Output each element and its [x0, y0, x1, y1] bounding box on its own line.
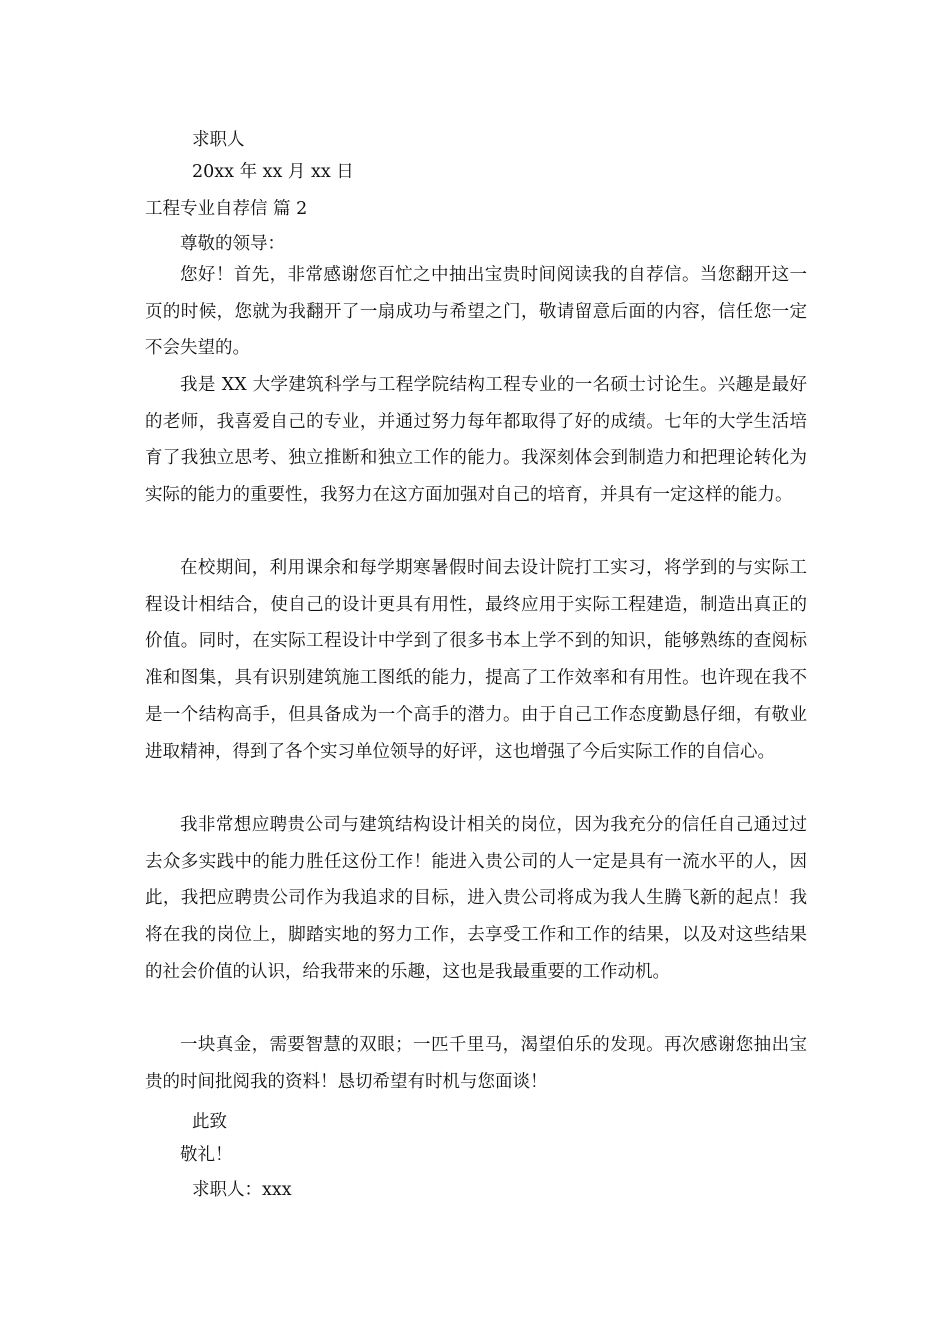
prev-signature-applicant: 求职人 — [192, 130, 245, 150]
closing-jing-li: 敬礼！ — [180, 1145, 233, 1165]
paragraph-motivation: 我非常想应聘贵公司与建筑结构设计相关的岗位，因为我充分的信任自己通过过去众多实践中的能力胜任这份工作！能进入贵公司的人一定是具有一流水平的人，因此，我把应聘贵公司作为我追求的目标，进入贵公司将成为我人生腾飞新的起点！我将在我的岗位上，脚踏实地的努力工作，去享受工作和工作的结果，以及对这些结果的社会价值的认识，给我带来的乐趣，这也是我最重要的工作动机。 — [145, 815, 807, 982]
closing-ci-zhi: 此致 — [192, 1112, 227, 1132]
signature: 求职人：xxx — [192, 1180, 292, 1200]
paragraph-introduction: 我是 XX 大学建筑科学与工程学院结构工程专业的一名硕士讨论生。兴趣是最好的老师，我喜爱自己的专业，并通过努力每年都取得了好的成绩。七年的大学生活培育了我独立思考、独立推断和独立工作的能力。我深刻体会到制造力和把理论转化为实际的能力的重要性，我努力在这方面加强对自己的培育，并具有一定这样的能力。 — [145, 375, 807, 506]
salutation: 尊敬的领导： — [180, 234, 285, 254]
paragraph-closing-remarks: 一块真金，需要智慧的双眼；一匹千里马，渴望伯乐的发现。再次感谢您抽出宝贵的时间批阅我的资料！恳切希望有时机与您面谈！ — [145, 1035, 807, 1092]
paragraph-experience: 在校期间，利用课余和每学期寒暑假时间去设计院打工实习，将学到的与实际工程设计相结合，使自己的设计更具有用性，最终应用于实际工程建造，制造出真正的价值。同时，在实际工程设计中学到了很多书本上学不到的知识，能够熟练的查阅标准和图集，具有识别建筑施工图纸的能力，提高了工作效率和有用性。也许现在我不是一个结构高手，但具备成为一个高手的潜力。由于自己工作态度勤恳仔细，有敬业进取精神，得到了各个实习单位领导的好评，这也增强了今后实际工作的自信心。 — [145, 558, 807, 762]
prev-signature-date: 20xx 年 xx 月 xx 日 — [192, 162, 354, 182]
letter-heading: 工程专业自荐信 篇 2 — [145, 199, 308, 219]
paragraph-greeting: 您好！首先，非常感谢您百忙之中抽出宝贵时间阅读我的自荐信。当您翻开这一页的时候，您就为我翻开了一扇成功与希望之门，敬请留意后面的内容，信任您一定不会失望的。 — [145, 265, 807, 359]
